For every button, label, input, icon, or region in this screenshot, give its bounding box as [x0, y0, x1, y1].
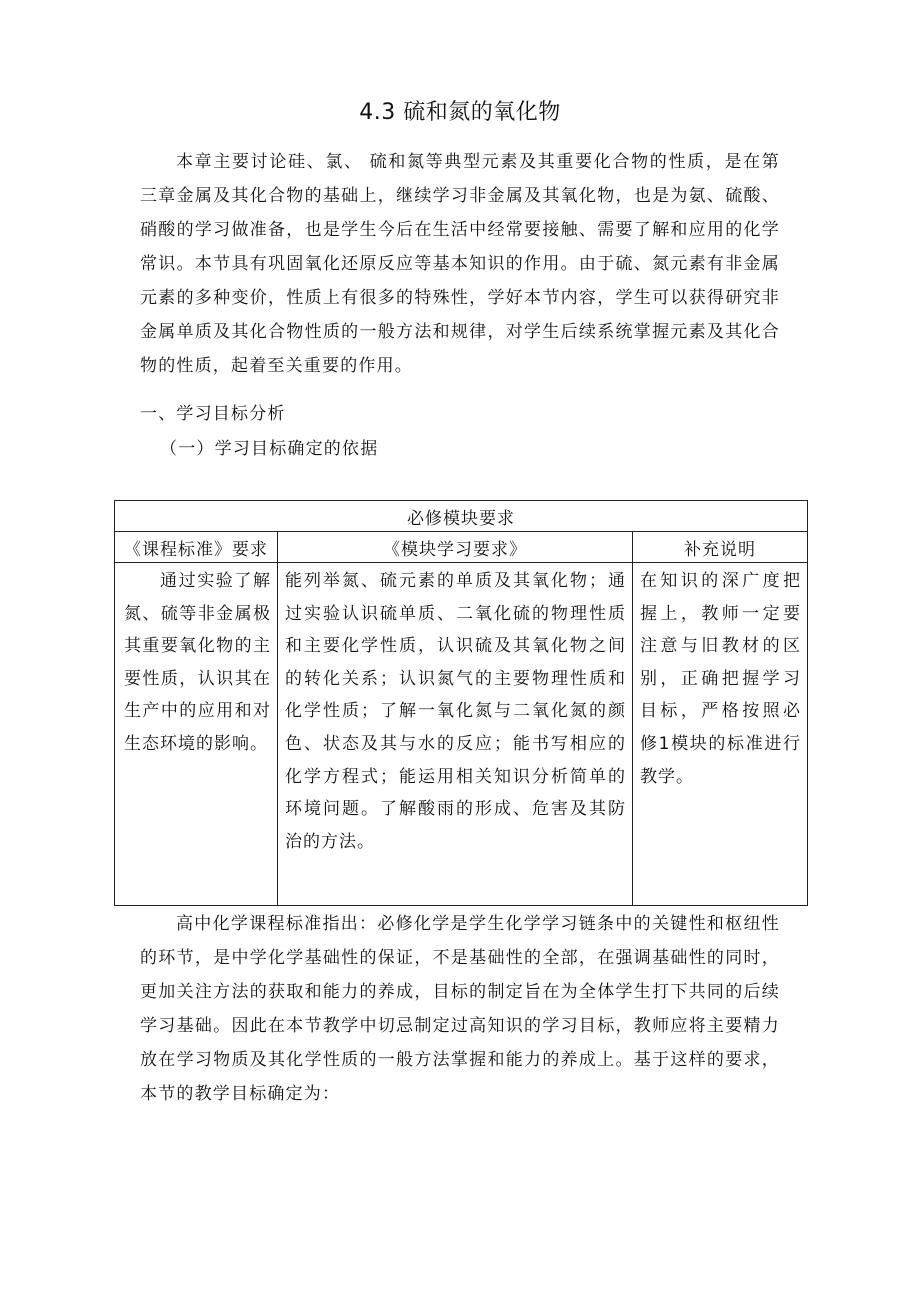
column-header-notes: 补充说明	[633, 532, 808, 563]
table-header-row	[115, 532, 808, 563]
column-header-standard: 《课程标准》要求	[115, 532, 278, 563]
table-caption: 必修模块要求	[115, 501, 808, 532]
intro-paragraph: 本章主要讨论硅、氯、 硫和氮等典型元素及其重要化合物的性质，是在第三章金属及其化合物的基础上，继续学习非金属及其氧化物，也是为氨、硫酸、硝酸的学习做准备，也是学生今后在生活中经常要接触、需要了解和应用的化学常识。本节具有巩固氧化还原反应等基本知识的作用。由于硫、氮元素有非金属元素的多种变价，性质上有很多的特殊性，学好本节内容，学生可以获得研究非金属单质及其化合物性质的一般方法和规律，对学生后续系统掌握元素及其化合物的性质，起着至关重要的作用。	[140, 152, 780, 376]
table-row	[115, 563, 808, 906]
section-heading-1: 一、学习目标分析	[140, 404, 286, 424]
cell-module: 能列举氮、硫元素的单质及其氧化物；通过实验认识硫单质、二氧化硫的物理性质和主要化学性质，认识硫及其氧化物之间的转化关系；认识氮气的主要物理性质和化学性质；了解一氧化氮与二氧化氮的颜色、状态及其与水的反应；能书写相应的化学方程式；能运用相关知识分析简单的环境问题。了解酸雨的形成、危害及其防治的方法。	[278, 563, 633, 906]
page-title: 4.3 硫和氮的氧化物	[359, 100, 561, 125]
column-header-module: 《模块学习要求》	[278, 532, 633, 563]
requirements-table	[114, 500, 808, 906]
subsection-heading-1: （一）学习目标确定的依据	[160, 439, 379, 459]
cell-standard: 通过实验了解氮、硫等非金属极其重要氧化物的主要性质，认识其在生产中的应用和对生态环境的影响。	[115, 563, 278, 906]
table-caption-row	[115, 501, 808, 532]
cell-notes: 在知识的深广度把握上，教师一定要注意与旧教材的区别，正确把握学习目标，严格按照必修1模块的标准进行教学。	[633, 563, 808, 906]
conclusion-paragraph: 高中化学课程标准指出：必修化学是学生化学学习链条中的关键性和枢纽性的环节，是中学化学基础性的保证，不是基础性的全部，在强调基础性的同时，更加关注方法的获取和能力的养成，目标的制定旨在为全体学生打下共同的后续学习基础。因此在本节教学中切忌制定过高知识的学习目标，教师应将主要精力放在学习物质及其化学性质的一般方法掌握和能力的养成上。基于这样的要求，本节的教学目标确定为：	[140, 914, 780, 1104]
